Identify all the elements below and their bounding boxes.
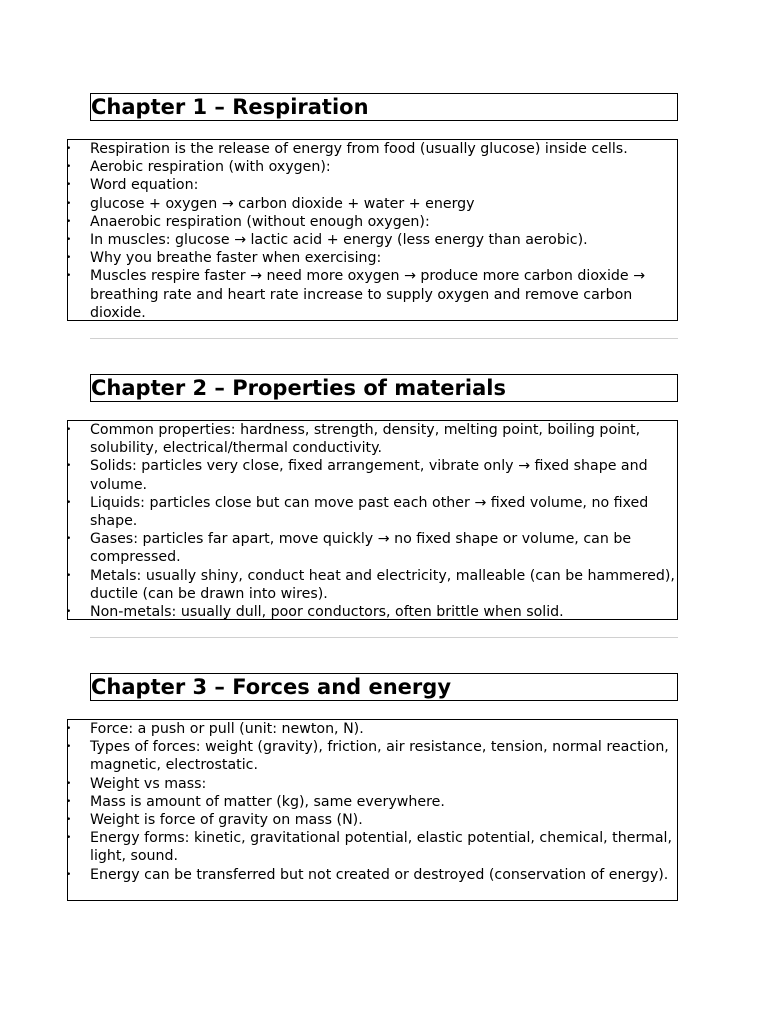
- bullet-icon: •: [66, 833, 72, 844]
- chapter-2-heading: Chapter 2 – Properties of materials: [90, 374, 678, 402]
- list-item: • Anaerobic respiration (without enough oxygen):: [66, 213, 430, 230]
- list-item: • Respiration is the release of energy from food (usually glucose) inside cells.: [66, 141, 628, 157]
- chapter-3-notes-list: [67, 719, 678, 901]
- bullet-icon: •: [66, 778, 72, 789]
- list-item: • Muscles respire faster → need more oxygen → produce more carbon dioxide → breathing rate and heart rate increase to supply oxygen and remove carbon dioxide.: [66, 268, 646, 321]
- list-item: • Common properties: hardness, strength, density, melting point, boiling point, solubility, electrical/thermal conductivity.: [66, 422, 641, 457]
- list-item: • Liquids: particles close but can move past each other → fixed volume, no fixed shape.: [66, 494, 649, 530]
- list-item: • Metals: usually shiny, conduct heat and electricity, malleable (can be hammered), ductile (can be drawn into wires).: [66, 567, 675, 602]
- section-divider: [90, 637, 678, 638]
- bullet-icon: •: [66, 724, 72, 734]
- list-item: • Energy forms: kinetic, gravitational potential, elastic potential, chemical, thermal, light, sound.: [66, 830, 672, 865]
- chapter-1-notes-list: [67, 139, 678, 321]
- bullet-icon: •: [66, 235, 72, 246]
- bullet-icon: •: [66, 198, 72, 209]
- section-divider: [90, 338, 678, 339]
- list-item: • Force: a push or pull (unit: newton, N).: [66, 721, 364, 737]
- bullet-icon: •: [66, 271, 72, 282]
- list-item: • Types of forces: weight (gravity), friction, air resistance, tension, normal reaction, magnetic, electrostatic.: [66, 739, 669, 774]
- list-item: • In muscles: glucose → lactic acid + energy (less energy than aerobic).: [66, 232, 588, 249]
- bullet-icon: •: [66, 162, 72, 173]
- list-item: • Gases: particles far apart, move quickly → no fixed shape or volume, can be compressed.: [66, 531, 632, 566]
- list-item: • Energy can be transferred but not created or destroyed (conservation of energy).: [66, 866, 669, 883]
- list-item: • Solids: particles very close, fixed arrangement, vibrate only → fixed shape and volume.: [66, 458, 648, 493]
- chapter-3-heading: Chapter 3 – Forces and energy: [90, 673, 678, 701]
- bullet-icon: •: [66, 815, 72, 826]
- list-item: • Mass is amount of matter (kg), same everywhere.: [66, 793, 445, 810]
- bullet-icon: •: [66, 570, 72, 581]
- list-item: • Non-metals: usually dull, poor conductors, often brittle when solid.: [66, 604, 564, 621]
- bullet-icon: •: [66, 742, 72, 753]
- bullet-icon: •: [66, 869, 72, 880]
- bullet-icon: •: [66, 497, 72, 508]
- list-item: • Weight vs mass:: [66, 775, 207, 792]
- bullet-icon: •: [66, 607, 72, 618]
- list-item: • Why you breathe faster when exercising:: [66, 250, 382, 267]
- list-item: • glucose + oxygen → carbon dioxide + water + energy: [66, 195, 475, 212]
- bullet-icon: •: [66, 216, 72, 227]
- chapter-1-heading: Chapter 1 – Respiration: [90, 93, 678, 121]
- list-item: • Word equation:: [66, 177, 199, 194]
- bullet-icon: •: [66, 425, 72, 435]
- bullet-icon: •: [66, 253, 72, 264]
- bullet-icon: •: [66, 534, 72, 545]
- bullet-icon: •: [66, 144, 72, 154]
- bullet-icon: •: [66, 796, 72, 807]
- list-item: • Weight is force of gravity on mass (N).: [66, 812, 363, 829]
- chapter-2-notes-list: [67, 420, 678, 620]
- list-item: • Aerobic respiration (with oxygen):: [66, 159, 331, 176]
- bullet-icon: •: [66, 461, 72, 472]
- bullet-icon: •: [66, 180, 72, 191]
